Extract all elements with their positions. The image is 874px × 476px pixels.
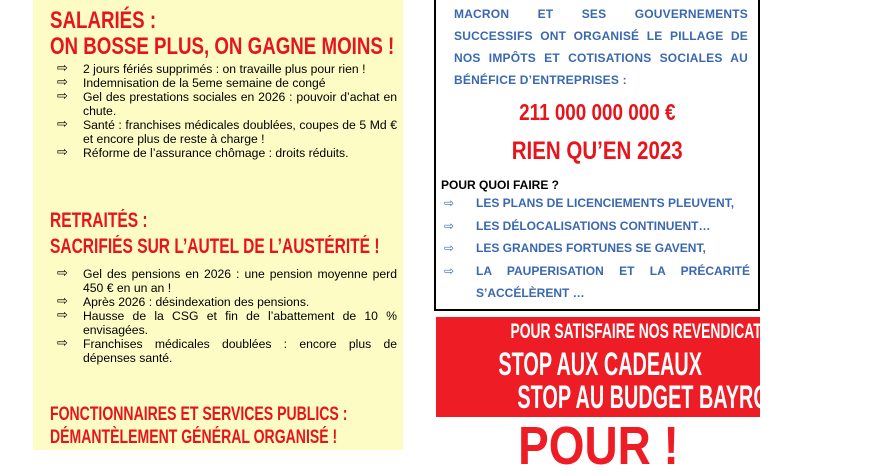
arrow-icon: ⇨ — [57, 265, 68, 280]
arrow-icon: ⇨ — [57, 88, 68, 103]
list-item: ⇨ 2 jours fériés supprimés : on travaille plus pour rien ! — [57, 60, 366, 76]
fonctionnaires-subtitle: DÉMANTÈLEMENT GÉNÉRAL ORGANISÉ ! — [50, 427, 338, 448]
list-item: ⇨ LES DÉLOCALISATIONS CONTINUENT… — [444, 215, 750, 238]
arrow-icon: ⇨ — [444, 263, 455, 278]
pour-bar — [436, 416, 760, 476]
list-item: ⇨ Santé : franchises médicales doublées, coupes de 5 Md € et encore plus de reste à charge ! — [57, 116, 397, 146]
list-item: ⇨ Gel des pensions en 2026 : une pension moyenne perd 450 € en un an ! — [57, 265, 397, 295]
banner-line-3: STOP AU BUDGET BAYROU — [517, 379, 784, 415]
pour-heading: POUR ! — [517, 416, 679, 476]
red-banner — [436, 317, 800, 476]
amount: 211 000 000 000 € — [518, 99, 676, 125]
question-label: POUR QUOI FAIRE ? — [441, 178, 560, 192]
retraites-subtitle: SACRIFIÉS SUR L’AUTEL DE L’AUSTÉRITÉ ! — [50, 235, 380, 258]
arrow-icon: ⇨ — [444, 196, 455, 210]
salaries-list — [57, 62, 397, 160]
arrow-icon: ⇨ — [57, 307, 68, 322]
intro-text: MACRON ET SES GOUVERNEMENTS SUCCESSIFS ONT ORGANISÉ LE PILLAGE DE NOS IMPÔTS ET COTISATIONS SOCIALES AU BÉNÉFICE D’ENTREPRISES : — [454, 7, 748, 87]
salaries-subtitle: ON BOSSE PLUS, ON GAGNE MOINS ! — [50, 33, 395, 60]
list-item: ⇨ Franchises médicales doublées : encore plus de dépenses santé. — [57, 335, 397, 365]
banner-line-1: POUR SATISFAIRE NOS REVENDICATIONS, — [510, 320, 800, 343]
retraites-title: RETRAITÉS : — [50, 209, 148, 232]
list-item: ⇨ Hausse de la CSG et fin de l’abattement de 10 % envisagées. — [57, 307, 397, 337]
info-box — [434, 0, 760, 311]
list-item: ⇨ Après 2026 : désindexation des pensions. — [57, 293, 310, 309]
arrow-icon: ⇨ — [444, 218, 455, 233]
list-item: ⇨ LES PLANS DE LICENCIEMENTS PLEUVENT, — [444, 192, 750, 215]
arrow-icon: ⇨ — [444, 241, 455, 255]
list-item: ⇨ Réforme de l’assurance chômage : droits réduits. — [57, 144, 349, 160]
left-panel — [33, 0, 403, 450]
arrow-icon: ⇨ — [57, 116, 68, 131]
list-item: ⇨ Indemnisation de la 5eme semaine de congé — [57, 74, 326, 90]
arrow-icon: ⇨ — [57, 293, 68, 308]
fonctionnaires-title: FONCTIONNAIRES ET SERVICES PUBLICS : — [50, 404, 348, 425]
list-item: ⇨ LA PAUPERISATION ET LA PRÉCARITÉ S’ACCÉLÈRENT … — [444, 260, 750, 305]
arrow-icon: ⇨ — [57, 74, 68, 89]
arrow-icon: ⇨ — [57, 335, 68, 350]
retraites-list — [57, 267, 397, 365]
salaries-title: SALARIÉS : — [50, 7, 157, 34]
arrow-icon: ⇨ — [57, 60, 68, 75]
list-item: ⇨ Gel des prestations sociales en 2026 : pouvoir d’achat en chute. — [57, 88, 397, 118]
banner-line-2: STOP AUX CADEAUX — [498, 346, 702, 382]
amount-note: RIEN QU’EN 2023 — [511, 137, 683, 165]
arrow-icon: ⇨ — [57, 144, 68, 159]
consequences-list — [444, 192, 750, 305]
list-item: ⇨ LES GRANDES FORTUNES SE GAVENT, — [444, 237, 750, 260]
